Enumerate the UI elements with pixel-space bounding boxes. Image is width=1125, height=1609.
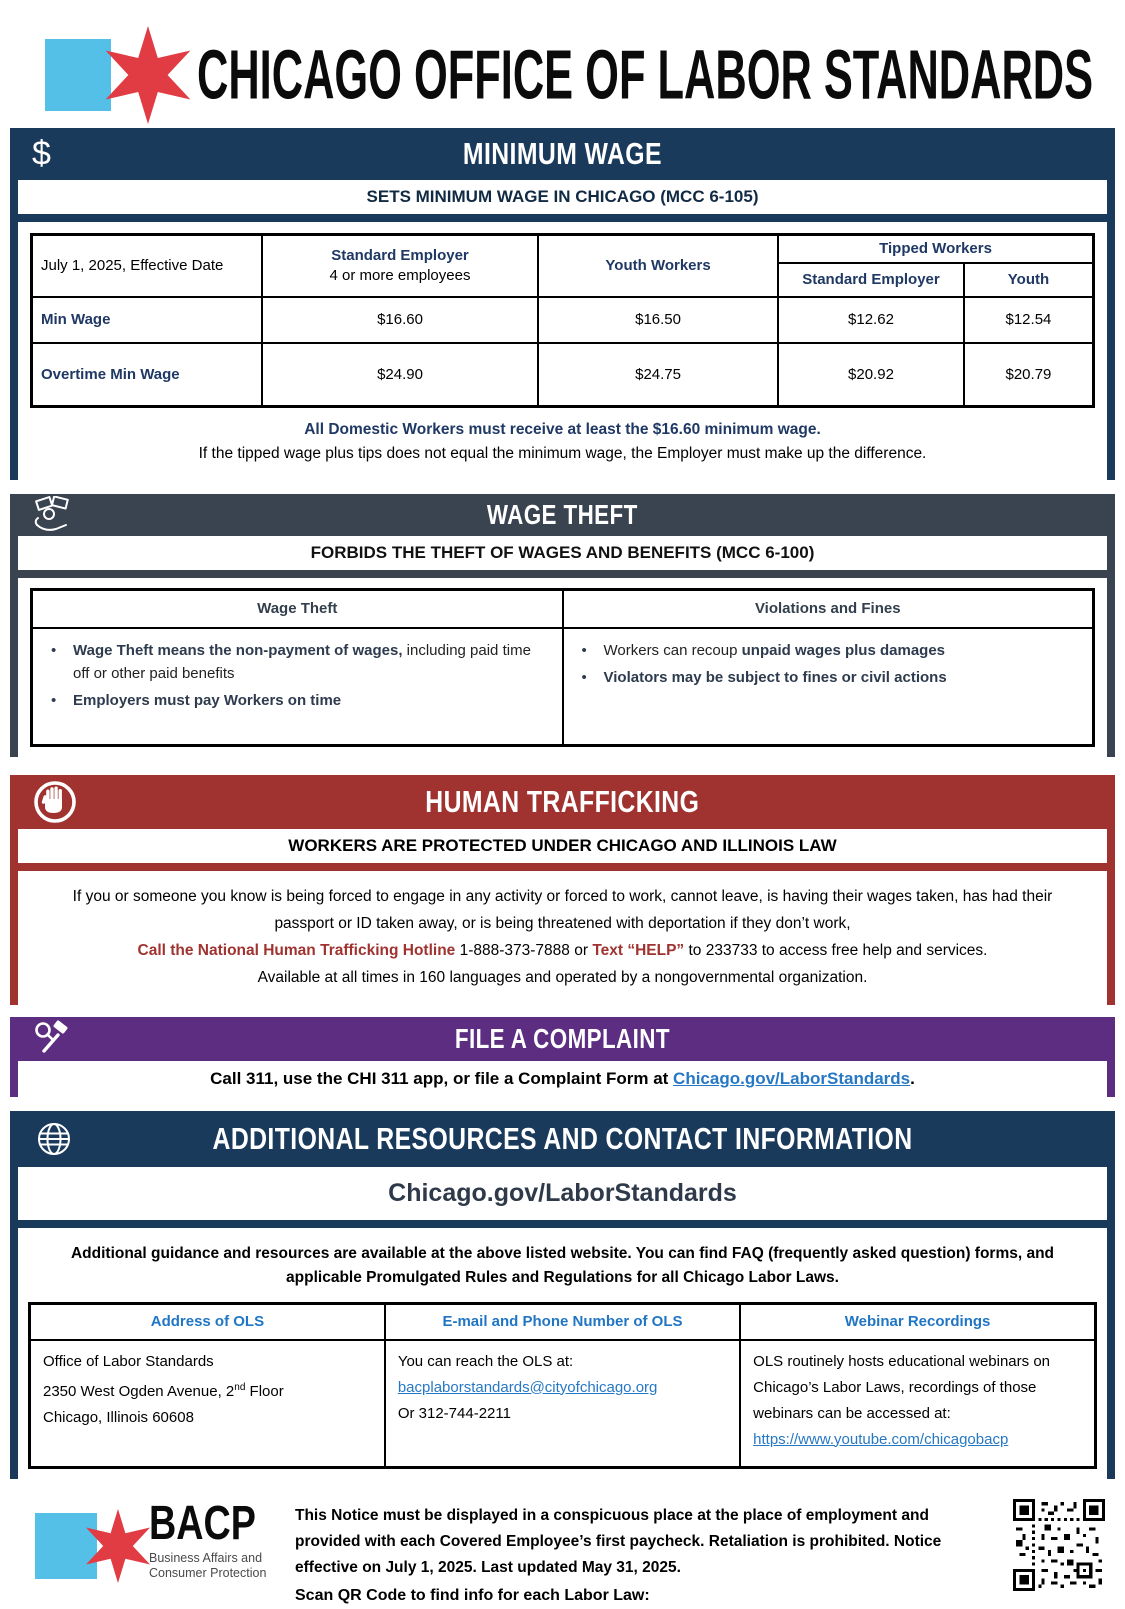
table-row-overtime bbox=[32, 343, 1094, 407]
chicago-star-icon bbox=[81, 1503, 155, 1589]
effective-date-label: July 1, 2025, Effective Date bbox=[32, 235, 262, 297]
minimum-wage-notes bbox=[30, 408, 1095, 476]
ht-line1: If you or someone you know is being forced to engage in any activity or forced to work, cannot leave, is having their wages taken, has had their passport or ID taken away, or is being threatened with deportation if they don’t work, bbox=[72, 888, 1053, 932]
email-intro: You can reach the OLS at: bbox=[397, 1352, 574, 1370]
scan-instruction: Scan QR Code to find info for each Labor Law: bbox=[295, 1587, 650, 1604]
human-trafficking-subtitle: WORKERS ARE PROTECTED UNDER CHICAGO AND ILLINOIS LAW bbox=[18, 829, 1107, 863]
qr-code bbox=[1013, 1499, 1105, 1591]
page-title: CHICAGO OFFICE OF LABOR STANDARDS bbox=[197, 36, 1094, 114]
bacp-logo bbox=[35, 1494, 295, 1589]
contact-table bbox=[28, 1302, 1097, 1469]
list-item bbox=[570, 666, 1079, 689]
bacp-sub-line: Business Affairs and bbox=[149, 1551, 263, 1565]
wage-theft-bullets-cell bbox=[32, 628, 563, 746]
human-trafficking-header bbox=[10, 775, 1115, 829]
col-youth-workers: Youth Workers bbox=[538, 235, 778, 297]
magnifier-gavel-icon bbox=[32, 1020, 76, 1058]
col-standard-employer bbox=[262, 235, 538, 297]
resources-title: ADDITIONAL RESOURCES AND CONTACT INFORMATION bbox=[212, 1121, 913, 1156]
resources-website: Chicago.gov/LaborStandards bbox=[18, 1167, 1107, 1220]
minimum-wage-table bbox=[30, 233, 1095, 408]
cell-value: $12.54 bbox=[964, 297, 1094, 343]
violations-col-header: Violations and Fines bbox=[563, 590, 1094, 628]
table-row-min-wage bbox=[32, 297, 1094, 343]
address-ordinal: nd bbox=[234, 1381, 246, 1393]
cell-value: $12.62 bbox=[778, 297, 964, 343]
hotline-label: Call the National Human Trafficking Hotline bbox=[137, 942, 456, 959]
address-cell bbox=[30, 1340, 385, 1468]
bullet-bold: unpaid wages plus damages bbox=[741, 641, 946, 659]
address-floor: Floor bbox=[245, 1382, 284, 1400]
tipped-wage-note: If the tipped wage plus tips does not equal the minimum wage, the Employer must make up the difference. bbox=[198, 445, 927, 462]
human-trafficking-title: HUMAN TRAFFICKING bbox=[425, 784, 700, 819]
youtube-link[interactable]: https://www.youtube.com/chicagobacp bbox=[753, 1430, 1009, 1448]
dollar-icon: $ bbox=[32, 134, 51, 173]
bacp-subtitle bbox=[149, 1551, 279, 1581]
cell-value: $24.75 bbox=[538, 343, 778, 407]
cell-value: $16.60 bbox=[262, 297, 538, 343]
standard-employer-sub: 4 or more employees bbox=[329, 267, 471, 285]
file-complaint-body bbox=[18, 1061, 1107, 1097]
bacp-sub-line: Consumer Protection bbox=[149, 1566, 267, 1580]
footer-notice bbox=[295, 1499, 995, 1609]
bullet-pre: Workers can recoup bbox=[603, 641, 742, 659]
brand-header bbox=[0, 0, 1125, 128]
text-help-label: Text “HELP” bbox=[592, 942, 685, 959]
minimum-wage-title: MINIMUM WAGE bbox=[462, 136, 663, 171]
row-label: Overtime Min Wage bbox=[32, 343, 262, 407]
table-header-row bbox=[32, 235, 1094, 263]
bacp-text bbox=[149, 1494, 279, 1581]
globe-icon bbox=[32, 1117, 76, 1161]
file-complaint-header bbox=[10, 1017, 1115, 1061]
wage-theft-subtitle: FORBIDS THE THEFT OF WAGES AND BENEFITS (MCC 6-100) bbox=[18, 536, 1107, 570]
ht-line3: Available at all times in 160 languages and operated by a nongovernmental organization. bbox=[257, 969, 868, 986]
labor-standards-link[interactable]: Chicago.gov/LaborStandards bbox=[673, 1069, 911, 1088]
email-link[interactable]: bacplaborstandards@cityofchicago.org bbox=[397, 1378, 658, 1396]
complaint-text: Call 311, use the CHI 311 app, or file a Complaint Form at bbox=[210, 1069, 674, 1088]
resources-content bbox=[18, 1228, 1107, 1479]
webinar-text: OLS routinely hosts educational webinars on Chicago’s Labor Laws, recordings of those webinars can be accessed at: bbox=[753, 1352, 1050, 1422]
cell-value: $16.50 bbox=[538, 297, 778, 343]
domestic-workers-note: All Domestic Workers must receive at least the $16.60 minimum wage. bbox=[304, 421, 821, 438]
minimum-wage-subtitle: SETS MINIMUM WAGE IN CHICAGO (MCC 6-105) bbox=[18, 180, 1107, 214]
standard-employer-title: Standard Employer bbox=[331, 247, 469, 265]
address-street: 2350 West Ogden Avenue, 2 bbox=[43, 1382, 235, 1400]
bullet-bold: Employers must pay Workers on time bbox=[73, 691, 342, 709]
wage-theft-content bbox=[18, 578, 1107, 757]
bullet-post: including paid time off or other paid benefits bbox=[73, 641, 531, 682]
file-complaint-title: FILE A COMPLAINT bbox=[454, 1023, 671, 1054]
table-body-row bbox=[32, 628, 1094, 746]
section-file-complaint bbox=[10, 1017, 1115, 1097]
address-col-header: Address of OLS bbox=[30, 1304, 385, 1340]
webinar-cell bbox=[740, 1340, 1095, 1468]
col-tipped-youth: Youth bbox=[964, 263, 1094, 297]
money-hand-icon bbox=[32, 496, 76, 534]
email-cell bbox=[385, 1340, 740, 1468]
resources-intro: Additional guidance and resources are available at the above listed website. You can find FAQ (frequently asked question) forms, and applicable Promulgated Rules and Regulations for all Chicago Labor Laws. bbox=[70, 1245, 1055, 1286]
chicago-star-icon bbox=[99, 19, 197, 131]
footer bbox=[0, 1489, 1125, 1609]
notice-text: This Notice must be displayed in a conspicuous place at the place of employment and provided with each Covered Employee’s first paycheck. Retaliation is prohibited. Notice effective on July 1, 2025. Last updated May 31, 2025. bbox=[295, 1507, 942, 1576]
cell-value: $24.90 bbox=[262, 343, 538, 407]
row-label: Min Wage bbox=[32, 297, 262, 343]
phone-number: Or 312-744-2211 bbox=[397, 1404, 511, 1422]
minimum-wage-header bbox=[10, 128, 1115, 180]
list-item bbox=[570, 639, 1079, 662]
text-help-rest: to 233733 to access free help and services. bbox=[684, 942, 988, 959]
bullet-bold: Violators may be subject to fines or civil actions bbox=[603, 668, 947, 686]
ht-line2 bbox=[44, 937, 1081, 964]
minimum-wage-content bbox=[18, 222, 1107, 480]
section-human-trafficking bbox=[10, 775, 1115, 1005]
wage-theft-table bbox=[30, 588, 1095, 747]
table-header-row bbox=[30, 1304, 1096, 1340]
address-line bbox=[43, 1375, 372, 1405]
human-trafficking-body bbox=[18, 871, 1107, 1005]
table-header-row bbox=[32, 590, 1094, 628]
section-wage-theft bbox=[10, 494, 1115, 757]
webinar-col-header: Webinar Recordings bbox=[740, 1304, 1095, 1340]
list-item bbox=[39, 639, 548, 685]
address-line: Office of Labor Standards bbox=[43, 1352, 214, 1370]
complaint-text-end: . bbox=[910, 1069, 915, 1088]
email-col-header: E-mail and Phone Number of OLS bbox=[385, 1304, 740, 1340]
wage-theft-col-header: Wage Theft bbox=[32, 590, 563, 628]
col-tipped-standard: Standard Employer bbox=[778, 263, 964, 297]
address-line: Chicago, Illinois 60608 bbox=[43, 1408, 194, 1426]
section-minimum-wage bbox=[10, 128, 1115, 480]
bullet-bold: Wage Theft means the non-payment of wages, bbox=[73, 641, 403, 659]
hotline-number: 1-888-373-7888 or bbox=[455, 942, 593, 959]
stop-hand-icon bbox=[32, 779, 78, 825]
wage-theft-title: WAGE THEFT bbox=[487, 499, 638, 530]
cell-value: $20.92 bbox=[778, 343, 964, 407]
section-resources bbox=[10, 1111, 1115, 1479]
table-body-row bbox=[30, 1340, 1096, 1468]
list-item bbox=[39, 689, 548, 712]
bacp-name: BACP bbox=[149, 1494, 256, 1550]
resources-header bbox=[10, 1111, 1115, 1167]
wage-theft-header bbox=[10, 494, 1115, 536]
cell-value: $20.79 bbox=[964, 343, 1094, 407]
col-tipped-workers: Tipped Workers bbox=[778, 235, 1093, 263]
violations-bullets-cell bbox=[563, 628, 1094, 746]
